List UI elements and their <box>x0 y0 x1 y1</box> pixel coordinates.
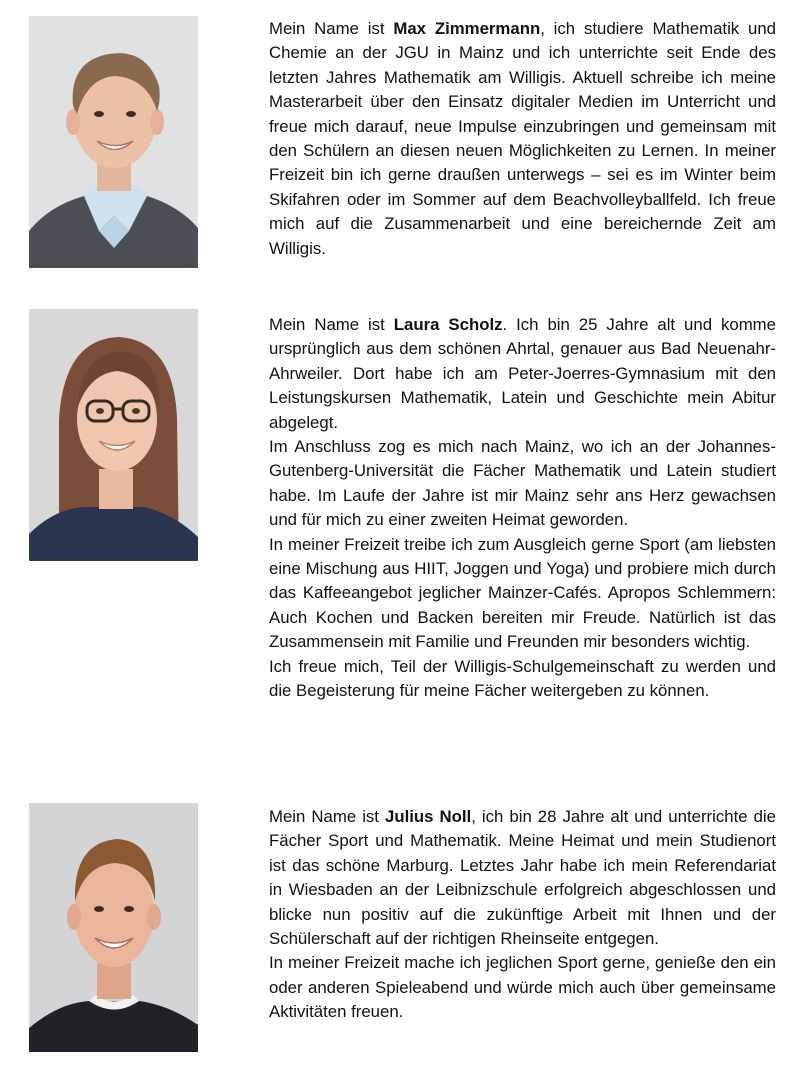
portrait-photo-max-zimmermann <box>29 16 198 268</box>
bio-paragraph <box>269 17 776 261</box>
intro-text: Mein Name ist <box>269 19 394 38</box>
intro-text: . Ich bin 25 Jahre alt und komme ursprünglich aus dem schönen Ahrtal, genauer aus Bad Neuenahr-Ahrweiler. Dort habe ich am Peter-Joerres-Gymnasium mit den Leistungskursen Mathematik, Latein und Geschichte mein Abitur abgelegt. <box>269 315 776 432</box>
teacher-name: Laura Scholz <box>393 315 503 334</box>
bio-max-zimmermann <box>269 17 776 261</box>
bio-paragraph: In meiner Freizeit mache ich jeglichen Sport gerne, genieße den ein oder anderen Spieleabend und würde mich auch über gemeinsame Aktivitäten freuen. <box>269 953 776 1022</box>
intro-text: , ich studiere Mathematik und Chemie an der JGU in Mainz und ich unterrichte seit Ende des letzten Jahres Mathematik am Willigis. Aktuell schreibe ich meine Masterarbeit über den Einsatz digitaler Medien im Unterricht und freue mich darauf, neue Impulse einzubringen und gemeinsam mit den Schülern an diesen neuen Möglichkeiten zu Lernen. In meiner Freizeit bin ich gerne draußen unterwegs – sei es im Winter beim Skifahren oder im Sommer auf dem Beachvolleyballfeld. Ich freue mich auf die Zusammenarbeit und eine bereichernde Zeit am Willigis. <box>269 19 777 258</box>
bio-paragraph: In meiner Freizeit treibe ich zum Ausgleich gerne Sport (am liebsten eine Mischung aus HIIT, Joggen und Yoga) und probiere mich durch das Kaffeeangebot jeglicher Mainzer-Cafés. Apropos Schlemmern: Auch Kochen und Backen bereiten mir Freude. Natürlich ist das Zusammensein mit Familie und Freunden mir besonders wichtig. <box>269 534 776 652</box>
intro-text: , ich bin 28 Jahre alt und unterrichte die Fächer Sport und Mathematik. Meine Heimat und mein Studienort ist das schöne Marburg. Letztes Jahr habe ich mein Referendariat in Wiesbaden an der Leibnizschule erfolgreich abgeschlossen und blicke nun positiv auf die zukünftige Arbeit mit Ihnen und der Schülerschaft auf der richtigen Rheinseite entgegen. <box>269 807 776 949</box>
portrait-photo-julius-noll <box>29 803 198 1052</box>
intro-text: Mein Name ist <box>269 315 394 334</box>
bio-paragraph <box>269 805 776 951</box>
bio-paragraph <box>269 313 776 435</box>
bio-paragraph: Im Anschluss zog es mich nach Mainz, wo ich an der Johannes-Gutenberg-Universität die Fächer Mathematik und Latein studiert habe. Im Laufe der Jahre ist mir Mainz sehr ans Herz gewachsen und für mich zu einer zweiten Heimat geworden. <box>269 437 776 530</box>
bio-paragraph: Ich freue mich, Teil der Willigis-Schulgemeinschaft zu werden und die Begeisterung für meine Fächer weitergeben zu können. <box>269 656 776 701</box>
intro-text: Mein Name ist <box>269 807 385 826</box>
bio-julius-noll <box>269 805 776 1025</box>
bio-laura-scholz <box>269 313 776 704</box>
teacher-name: Max Zimmermann <box>393 19 541 38</box>
portrait-photo-laura-scholz <box>29 309 198 561</box>
teacher-name: Julius Noll <box>385 807 472 826</box>
